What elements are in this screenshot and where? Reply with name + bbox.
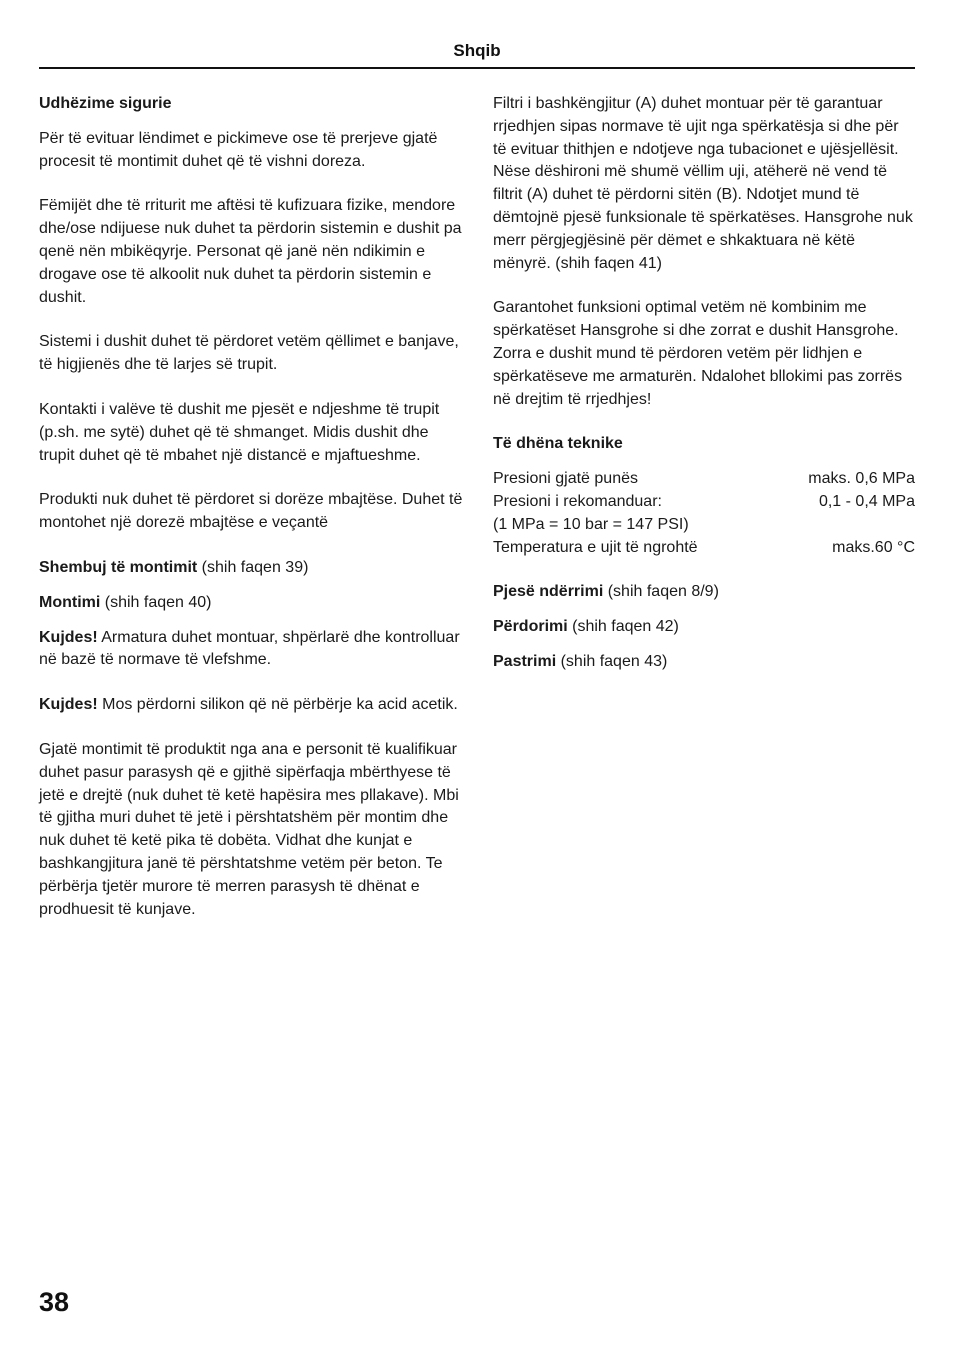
spec-value: maks. 0,6 MPa xyxy=(808,470,915,488)
safety-paragraph-3: Sistemi i dushit duhet të përdoret vetëm qëllimet e banjave, të higjienës dhe të larjes së trupit. xyxy=(39,333,459,374)
right-column xyxy=(493,93,915,674)
spare-parts-line xyxy=(493,581,915,604)
mounting-label: Montimi xyxy=(39,593,101,611)
usage-ref: (shih faqen 42) xyxy=(567,618,679,636)
spec-label: Presioni gjatë punës xyxy=(493,470,638,488)
header-divider xyxy=(39,67,915,69)
mounting-examples-ref: (shih faqen 39) xyxy=(197,558,309,576)
usage-label: Përdorimi xyxy=(493,618,568,636)
caution-2-text: Mos përdorni silikon që në përbërje ka acid acetik. xyxy=(97,696,458,714)
mounting-ref: (shih faqen 40) xyxy=(100,593,212,611)
mounting-examples-label: Shembuj të montimit xyxy=(39,558,198,576)
usage-line xyxy=(493,616,915,639)
cleaning-label: Pastrimi xyxy=(493,652,557,670)
safety-paragraph-1: Për të evituar lëndimet e pickimeve ose të prerjeve gjatë procesit të montimit duhet që të vishni doreza. xyxy=(39,129,438,170)
caution-1-text: Armatura duhet montuar, shpërlarë dhe kontrolluar në bazë të normave të vlefshme. xyxy=(39,628,460,669)
caution-2 xyxy=(39,694,464,717)
tech-specs xyxy=(493,468,915,559)
caution-1-label: Kujdes! xyxy=(39,628,98,646)
safety-heading: Udhëzime sigurie xyxy=(39,95,172,112)
tech-heading: Të dhëna teknike xyxy=(493,435,623,453)
cleaning-ref: (shih faqen 43) xyxy=(556,652,668,670)
spec-row-hot-water xyxy=(493,537,915,560)
left-column xyxy=(39,93,464,921)
spare-parts-ref: (shih faqen 8/9) xyxy=(603,583,719,601)
spec-value: maks.60 °C xyxy=(832,538,915,556)
install-paragraph: Gjatë montimit të produktit nga ana e personit të kualifikuar duhet pasur parasysh që e gjithë sipërfaqja mbërthyese të jetë e drejtë (nuk duhet të ketë hapësira mes pllakave). Mbi të gjitha muri duhet të jetë i përshtatshëm për montim dhe nuk duhet të ketë pika të dobëta. Vidhat dhe kunjat e bashkangjitura janë të përshtatshme vetëm për beton. Te përbërja tjetër murore të merren parasysh të dhënat e prodhuesit të kunjave. xyxy=(39,740,459,918)
page-number: 38 xyxy=(39,1287,70,1317)
mounting-line xyxy=(39,592,464,615)
spec-row-conversion xyxy=(493,514,915,537)
safety-paragraph-5: Produkti nuk duhet të përdoret si dorëze mbajtëse. Duhet të montohet një dorezë mbajtëse e veçantë xyxy=(39,491,463,532)
safety-paragraph-4: Kontakti i valëve të dushit me pjesët e ndjeshme të trupit (p.sh. me sytë) duhet që të shmanget. Midis dushit dhe trupit duhet që të mbahet një distancë e mjaftueshme. xyxy=(39,400,440,464)
spare-parts-label: Pjesë ndërrimi xyxy=(493,583,604,601)
spec-value: 0,1 - 0,4 MPa xyxy=(818,492,915,510)
spec-label: Presioni i rekomanduar: xyxy=(493,492,662,510)
header-language: Shqib xyxy=(453,41,501,60)
caution-2-label: Kujdes! xyxy=(39,696,98,714)
filter-paragraph: Filtri i bashkëngjitur (A) duhet montuar për të garantuar rrjedhjen sipas normave të ujit nga spërkatësja si dhe për të evituar thithjen e ndotjeve nga tubacionet e ujësjellësit. Nëse dëshironi më shumë vëllim uji, atëherë në vend të filtrit (A) duhet të përdorni sitën (B). Ndotjet mund të dëmtojnë pjesë funksionale të spërkatëses. Hansgrohe nuk merr përgjegjësinë për dëmet e shkaktuara në këtë mënyrë. (shih faqen 41) xyxy=(493,95,913,272)
spec-note: (1 MPa = 10 bar = 147 PSI) xyxy=(493,515,689,533)
spec-row-operating-pressure xyxy=(493,468,915,491)
cleaning-line xyxy=(493,651,915,674)
guarantee-paragraph: Garantohet funksioni optimal vetëm në kombinim me spërkatëset Hansgrohe si dhe zorrat e dushit Hansgrohe. Zorra e dushit mund të përdoren vetëm për lidhjen e spërkatëseve me armaturën. Ndalohet bllokimi pas zorrës në drejtim të rrjedhjes! xyxy=(493,299,903,408)
spec-label: Temperatura e ujit të ngrohtë xyxy=(493,538,698,556)
spec-row-recommended-pressure xyxy=(493,491,915,514)
safety-paragraph-2: Fëmijët dhe të rriturit me aftësi të kufizuara fizike, mendore dhe/ose ndijuese nuk duhet ta përdorin sistemin e dushit pa qenë nën mbikëqyrje. Personat që janë nën ndikimin e drogave ose të alkoolit nuk duhet ta përdorin sistemin e dushit. xyxy=(39,197,462,306)
mounting-examples-line xyxy=(39,557,464,580)
caution-1 xyxy=(39,627,464,673)
